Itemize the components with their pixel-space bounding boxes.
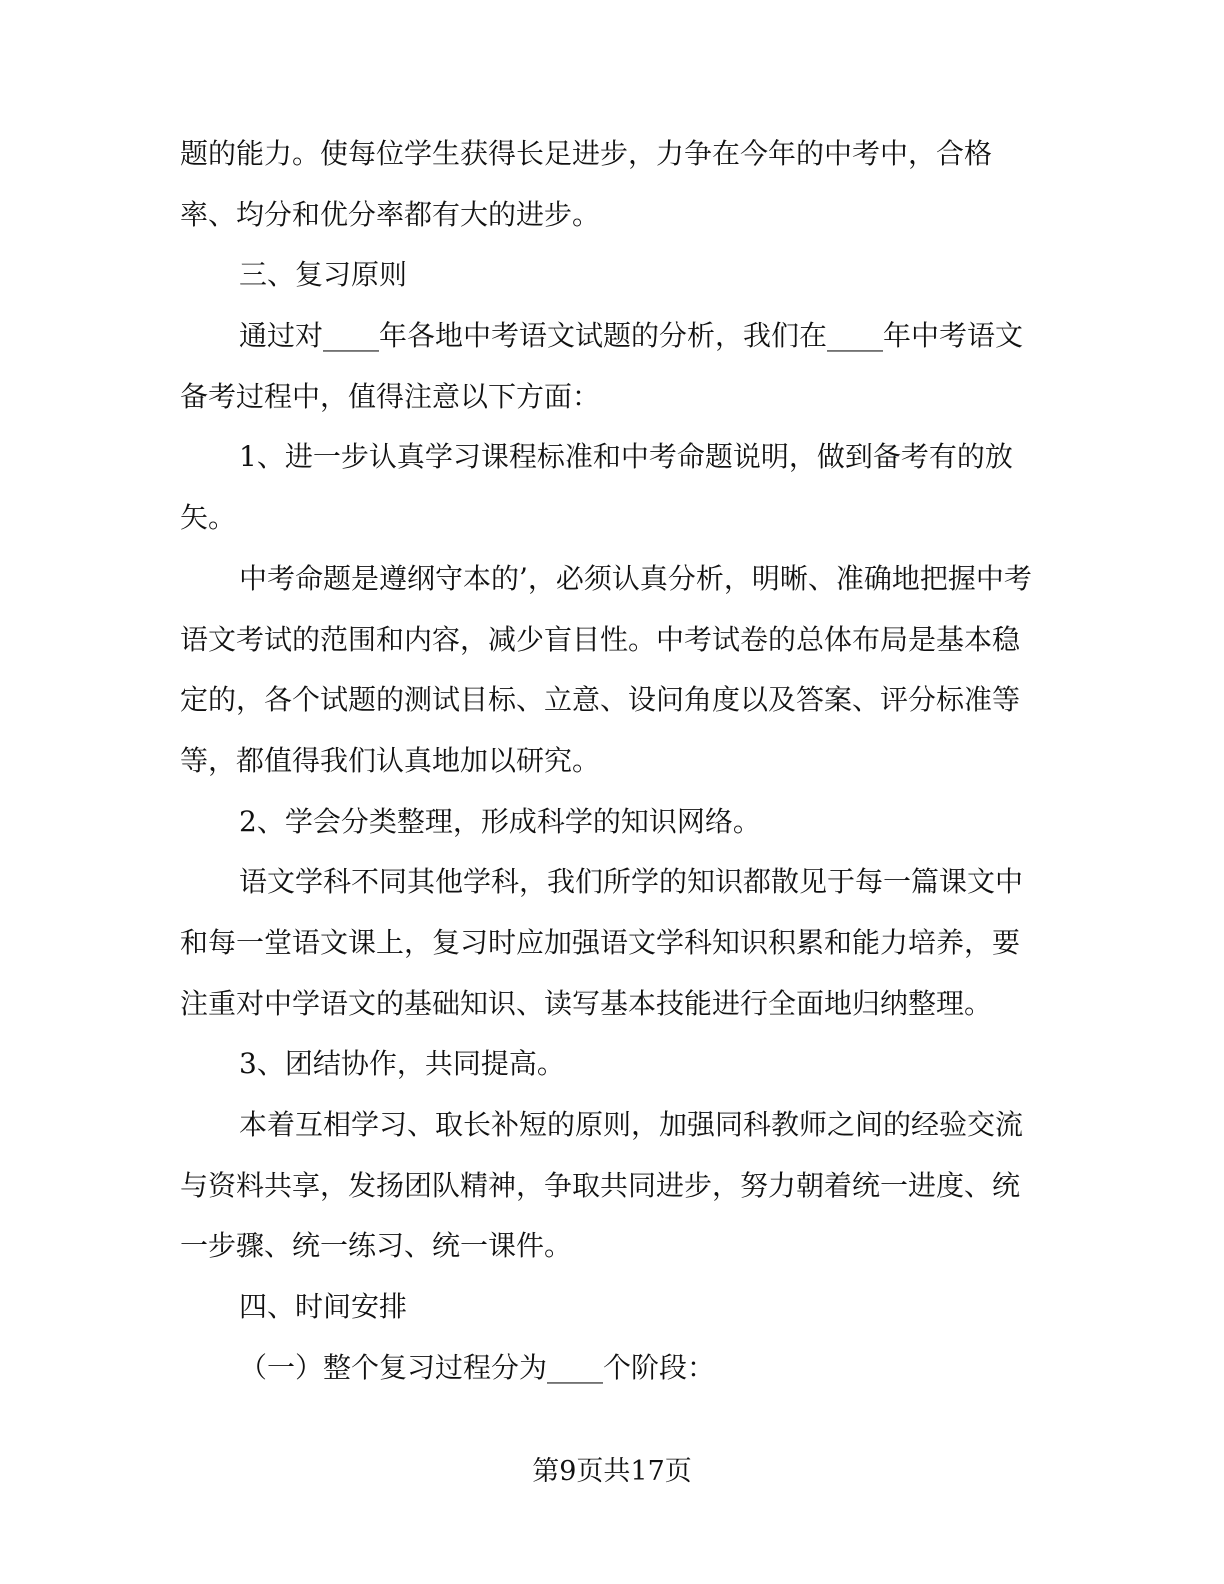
section-heading: 四、时间安排 bbox=[239, 1290, 408, 1324]
paragraph-line: 与资料共享，发扬团队精神，争取共同进步，努力朝着统一进度、统 bbox=[180, 1168, 1021, 1202]
paragraph-line: 等，都值得我们认真地加以研究。 bbox=[180, 743, 601, 777]
document-body bbox=[180, 124, 1032, 1398]
paragraph-line: 率、均分和优分率都有大的进步。 bbox=[180, 197, 601, 231]
paragraph-line: 语文学科不同其他学科，我们所学的知识都散见于每一篇课文中 bbox=[239, 865, 1024, 899]
list-item: 1、进一步认真学习课程标准和中考命题说明，做到备考有的放 bbox=[239, 440, 1013, 474]
list-item: 3、团结协作，共同提高。 bbox=[239, 1047, 565, 1081]
paragraph-line: 备考过程中，值得注意以下方面： bbox=[180, 379, 601, 413]
paragraph-line: 和每一堂语文课上，复习时应加强语文学科知识积累和能力培养，要 bbox=[180, 925, 1021, 959]
paragraph-line: 注重对中学语文的基础知识、读写基本技能进行全面地归纳整理。 bbox=[180, 986, 993, 1020]
subsection-heading: （一）整个复习过程分为____个阶段： bbox=[239, 1350, 716, 1384]
list-item: 2、学会分类整理，形成科学的知识网络。 bbox=[239, 804, 761, 838]
paragraph-line: 语文考试的范围和内容，减少盲目性。中考试卷的总体布局是基本稳 bbox=[180, 622, 1021, 656]
page-number-footer: 第9页共17页 bbox=[532, 1456, 692, 1487]
section-heading: 三、复习原则 bbox=[239, 258, 408, 292]
paragraph-line: 通过对____年各地中考语文试题的分析，我们在____年中考语文 bbox=[239, 319, 1024, 353]
paragraph-line: 本着互相学习、取长补短的原则，加强同科教师之间的经验交流 bbox=[239, 1108, 1024, 1141]
paragraph-line: 中考命题是遵纲守本的’，必须认真分析，明晰、准确地把握中考 bbox=[239, 561, 1032, 595]
paragraph-line: 定的，各个试题的测试目标、立意、设问角度以及答案、评分标准等 bbox=[180, 683, 1021, 717]
paragraph-line: 一步骤、统一练习、统一课件。 bbox=[180, 1229, 573, 1263]
paragraph-line: 题的能力。使每位学生获得长足进步，力争在今年的中考中，合格 bbox=[180, 137, 993, 170]
paragraph-line: 矢。 bbox=[180, 501, 237, 535]
